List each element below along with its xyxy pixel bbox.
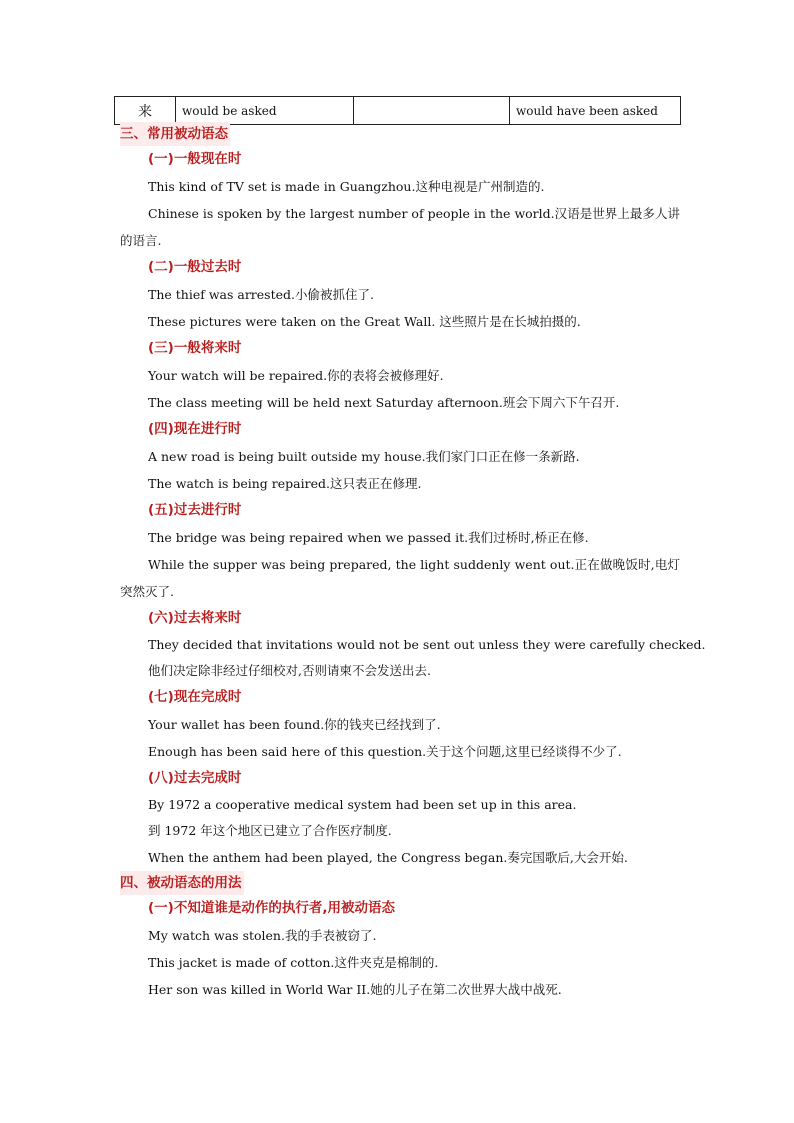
- subsection-heading: (八)过去完成时: [148, 770, 242, 786]
- example-translation: 他们决定除非经过仔细校对,否则请柬不会发送出去.: [148, 663, 431, 678]
- subsection-heading: (六)过去将来时: [148, 610, 242, 626]
- subsection-heading: (七)现在完成时: [148, 689, 242, 705]
- subsection-heading: (三)一般将来时: [148, 340, 242, 356]
- example-sentence: Enough has been said here of this question.关于这个问题,这里已经谈得不少了.: [148, 744, 622, 759]
- example-sentence: My watch was stolen.我的手表被窃了.: [148, 928, 377, 943]
- example-sentence: The bridge was being repaired when we passed it.我们过桥时,桥正在修.: [148, 530, 589, 545]
- subsection-heading: (四)现在进行时: [148, 421, 242, 437]
- tense-table: [114, 96, 681, 125]
- example-sentence: When the anthem had been played, the Congress began.奏完国歌后,大会开始.: [148, 850, 628, 865]
- example-sentence: Her son was killed in World War II.她的儿子在第二次世界大战中战死.: [148, 982, 562, 997]
- example-sentence: This kind of TV set is made in Guangzhou.这种电视是广州制造的.: [148, 179, 545, 194]
- example-sentence: By 1972 a cooperative medical system had been set up in this area.: [148, 797, 577, 812]
- example-sentence: A new road is being built outside my house.我们家门口正在修一条新路.: [148, 449, 580, 464]
- table-row: [115, 97, 681, 125]
- example-sentence: Chinese is spoken by the largest number of people in the world.汉语是世界上最多人讲的语言.: [120, 206, 680, 248]
- example-sentence: The thief was arrested.小偷被抓住了.: [148, 287, 374, 302]
- section-heading: 三、常用被动语态: [120, 122, 230, 146]
- example-sentence: They decided that invitations would not be sent out unless they were carefully checked.: [148, 637, 706, 652]
- example-sentence: The class meeting will be held next Saturday afternoon.班会下周六下午召开.: [148, 395, 620, 410]
- table-cell-tense: 来: [115, 97, 176, 125]
- example-sentence: This jacket is made of cotton.这件夹克是棉制的.: [148, 955, 439, 970]
- example-sentence: Your watch will be repaired.你的表将会被修理好.: [148, 368, 444, 383]
- subsection-heading: (五)过去进行时: [148, 502, 242, 518]
- subsection-heading: (二)一般过去时: [148, 259, 242, 275]
- subsection-heading: (一)不知道谁是动作的执行者,用被动语态: [148, 900, 395, 916]
- example-sentence: While the supper was being prepared, the light suddenly went out.正在做晚饭时,电灯突然灭了.: [120, 557, 680, 599]
- table-cell: would have been asked: [510, 97, 681, 125]
- example-sentence: These pictures were taken on the Great Wall. 这些照片是在长城拍摄的.: [148, 314, 581, 329]
- example-translation: 到 1972 年这个地区已建立了合作医疗制度.: [148, 823, 392, 838]
- table-cell: would be asked: [176, 97, 354, 125]
- subsection-heading: (一)一般现在时: [148, 151, 242, 167]
- section-heading: 四、被动语态的用法: [120, 871, 244, 895]
- example-sentence: The watch is being repaired.这只表正在修理.: [148, 476, 422, 491]
- example-sentence: Your wallet has been found.你的钱夹已经找到了.: [148, 717, 441, 732]
- table-cell: [354, 97, 510, 125]
- document-body: [120, 122, 706, 1003]
